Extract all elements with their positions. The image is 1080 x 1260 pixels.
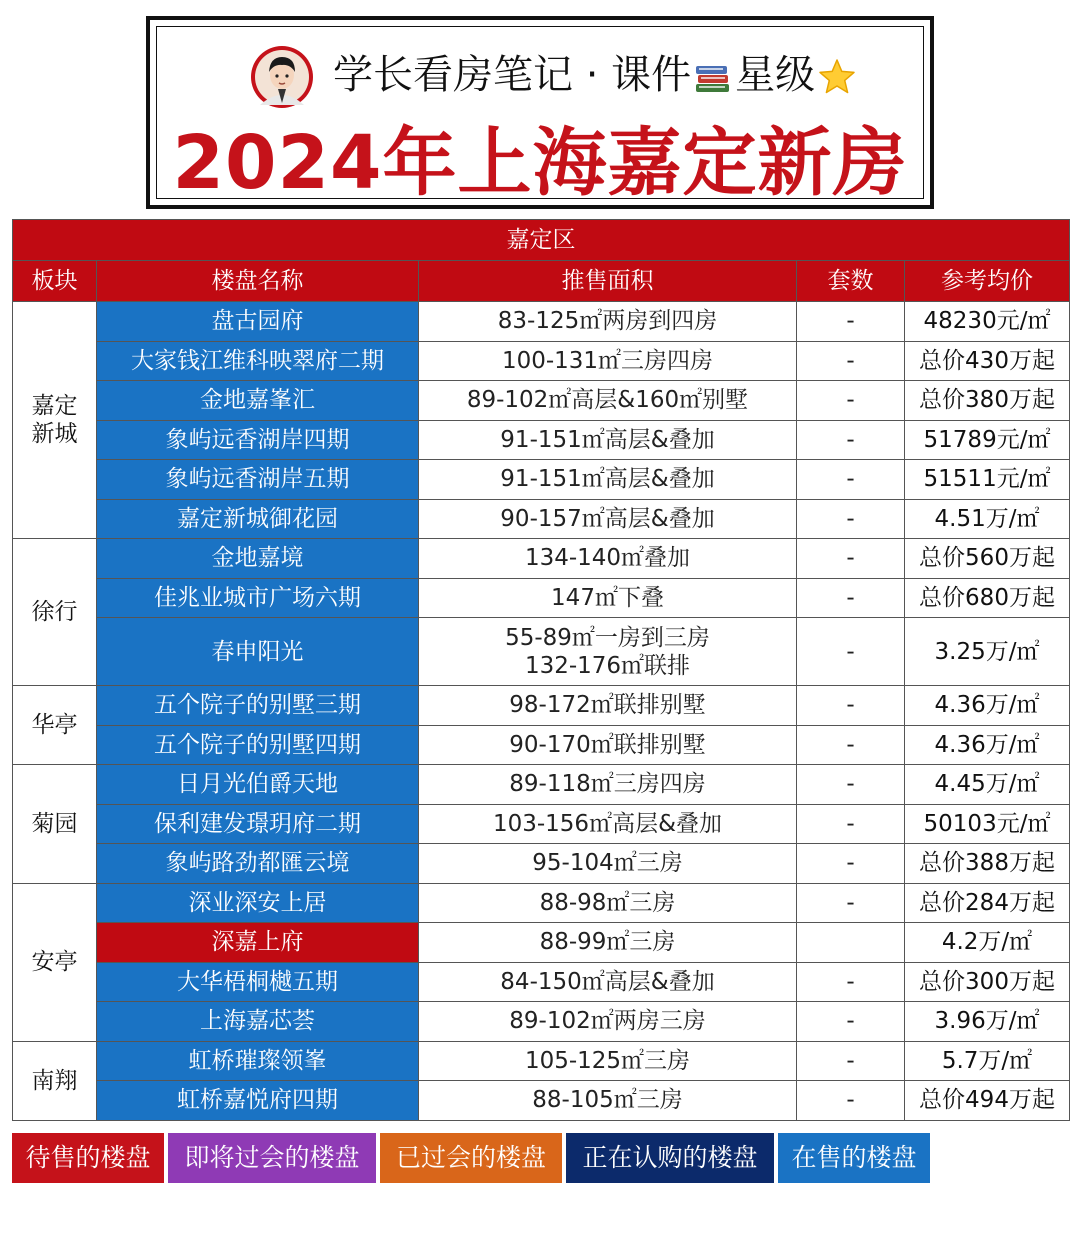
- project-name-cell: 五个院子的别墅三期: [97, 686, 419, 726]
- table-row: [13, 962, 1070, 1002]
- area-cell: 83-125㎡两房到四房: [419, 302, 797, 342]
- price-cell: 3.96万/㎡: [905, 1002, 1070, 1042]
- area-cell: 147㎡下叠: [419, 578, 797, 618]
- project-name-cell: 深业深安上居: [97, 883, 419, 923]
- table-row: [13, 539, 1070, 579]
- count-cell: -: [797, 618, 905, 686]
- count-cell: -: [797, 1081, 905, 1121]
- col-header-area: 推售面积: [419, 261, 797, 302]
- header-row: [13, 261, 1070, 302]
- area-cell: 98-172㎡联排别墅: [419, 686, 797, 726]
- legend-item: 即将过会的楼盘: [168, 1133, 376, 1183]
- project-name-cell: 金地嘉峯汇: [97, 381, 419, 421]
- price-cell: 51511元/㎡: [905, 460, 1070, 500]
- legend-item: 已过会的楼盘: [380, 1133, 562, 1183]
- subtitle-rating-text: 星级: [735, 52, 816, 98]
- col-header-name: 楼盘名称: [97, 261, 419, 302]
- table-row: [13, 1081, 1070, 1121]
- header-inner-frame: [156, 26, 924, 206]
- price-cell: 4.51万/㎡: [905, 499, 1070, 539]
- area-cell: 88-99㎡三房: [419, 923, 797, 963]
- price-cell: 总价430万起: [905, 341, 1070, 381]
- project-name-cell: 大家钱江维科映翠府二期: [97, 341, 419, 381]
- count-cell: -: [797, 804, 905, 844]
- block-cell: 南翔: [13, 1041, 97, 1120]
- project-name-cell: 虹桥嘉悦府四期: [97, 1081, 419, 1121]
- count-cell: -: [797, 499, 905, 539]
- block-cell: 华亭: [13, 686, 97, 765]
- table-row: [13, 804, 1070, 844]
- project-name-cell: 深嘉上府: [97, 923, 419, 963]
- price-cell: 总价300万起: [905, 962, 1070, 1002]
- area-cell: 105-125㎡三房: [419, 1041, 797, 1081]
- legend-item: 在售的楼盘: [778, 1133, 930, 1183]
- project-name-cell: 象屿远香湖岸五期: [97, 460, 419, 500]
- col-header-count: 套数: [797, 261, 905, 302]
- area-cell: 91-151㎡高层&叠加: [419, 460, 797, 500]
- project-name-cell: 盘古园府: [97, 302, 419, 342]
- count-cell: -: [797, 1002, 905, 1042]
- project-name-cell: 嘉定新城御花园: [97, 499, 419, 539]
- page-title: 2024年上海嘉定新房: [172, 120, 908, 206]
- count-cell: -: [797, 962, 905, 1002]
- area-cell: 89-118㎡三房四房: [419, 765, 797, 805]
- price-cell: 4.36万/㎡: [905, 686, 1070, 726]
- table-row: [13, 844, 1070, 884]
- table-row: [13, 1041, 1070, 1081]
- table-row: [13, 618, 1070, 686]
- count-cell: -: [797, 539, 905, 579]
- price-cell: 51789元/㎡: [905, 420, 1070, 460]
- table-row: [13, 1002, 1070, 1042]
- block-cell: 徐行: [13, 539, 97, 686]
- price-cell: 总价494万起: [905, 1081, 1070, 1121]
- count-cell: -: [797, 1041, 905, 1081]
- count-cell: -: [797, 883, 905, 923]
- area-cell: 88-98㎡三房: [419, 883, 797, 923]
- price-cell: 5.7万/㎡: [905, 1041, 1070, 1081]
- area-cell: 90-157㎡高层&叠加: [419, 499, 797, 539]
- price-cell: 总价680万起: [905, 578, 1070, 618]
- price-cell: 4.36万/㎡: [905, 725, 1070, 765]
- price-cell: 48230元/㎡: [905, 302, 1070, 342]
- avatar-icon: [250, 45, 314, 109]
- area-cell: 89-102㎡高层&160㎡别墅: [419, 381, 797, 421]
- project-name-cell: 保利建发璟玥府二期: [97, 804, 419, 844]
- table-row: [13, 765, 1070, 805]
- project-name-cell: 象屿路劲都匯云境: [97, 844, 419, 884]
- table-row: [13, 381, 1070, 421]
- count-cell: -: [797, 725, 905, 765]
- count-cell: [797, 923, 905, 963]
- project-name-cell: 上海嘉芯荟: [97, 1002, 419, 1042]
- area-cell: 89-102㎡两房三房: [419, 1002, 797, 1042]
- price-cell: 总价388万起: [905, 844, 1070, 884]
- table-row: [13, 341, 1070, 381]
- table-row: [13, 420, 1070, 460]
- area-cell: 88-105㎡三房: [419, 1081, 797, 1121]
- count-cell: -: [797, 686, 905, 726]
- price-cell: 总价560万起: [905, 539, 1070, 579]
- table-row: [13, 302, 1070, 342]
- legend-item: 待售的楼盘: [12, 1133, 164, 1183]
- area-cell: 134-140㎡叠加: [419, 539, 797, 579]
- count-cell: -: [797, 765, 905, 805]
- table-row: [13, 725, 1070, 765]
- district-label: 嘉定区: [13, 220, 1070, 261]
- subtitle: [333, 47, 859, 103]
- price-cell: 4.45万/㎡: [905, 765, 1070, 805]
- count-cell: -: [797, 302, 905, 342]
- project-name-cell: 象屿远香湖岸四期: [97, 420, 419, 460]
- price-cell: 4.2万/㎡: [905, 923, 1070, 963]
- table-row: [13, 460, 1070, 500]
- project-name-cell: 大华梧桐樾五期: [97, 962, 419, 1002]
- district-row: [13, 220, 1070, 261]
- block-cell: 嘉定 新城: [13, 302, 97, 539]
- price-cell: 3.25万/㎡: [905, 618, 1070, 686]
- count-cell: -: [797, 381, 905, 421]
- subtitle-text: 学长看房笔记 · 课件: [333, 52, 692, 98]
- area-cell: 95-104㎡三房: [419, 844, 797, 884]
- area-cell: 90-170㎡联排别墅: [419, 725, 797, 765]
- col-header-price: 参考均价: [905, 261, 1070, 302]
- table-row: [13, 883, 1070, 923]
- header-card: [146, 16, 934, 209]
- count-cell: -: [797, 341, 905, 381]
- count-cell: -: [797, 844, 905, 884]
- area-cell: 84-150㎡高层&叠加: [419, 962, 797, 1002]
- table-row: [13, 686, 1070, 726]
- price-cell: 50103元/㎡: [905, 804, 1070, 844]
- legend-item: 正在认购的楼盘: [566, 1133, 774, 1183]
- table-row: [13, 499, 1070, 539]
- project-name-cell: 五个院子的别墅四期: [97, 725, 419, 765]
- project-name-cell: 虹桥璀璨领峯: [97, 1041, 419, 1081]
- area-cell: 100-131㎡三房四房: [419, 341, 797, 381]
- area-cell: 103-156㎡高层&叠加: [419, 804, 797, 844]
- area-cell: 55-89㎡一房到三房 132-176㎡联排: [419, 618, 797, 686]
- table-row: [13, 923, 1070, 963]
- count-cell: -: [797, 460, 905, 500]
- block-cell: 菊园: [13, 765, 97, 884]
- listing-table-body: [13, 220, 1070, 1121]
- block-cell: 安亭: [13, 883, 97, 1041]
- project-name-cell: 佳兆业城市广场六期: [97, 578, 419, 618]
- table-row: [13, 578, 1070, 618]
- project-name-cell: 日月光伯爵天地: [97, 765, 419, 805]
- listing-table: [12, 219, 1070, 1121]
- price-cell: 总价380万起: [905, 381, 1070, 421]
- col-header-block: 板块: [13, 261, 97, 302]
- price-cell: 总价284万起: [905, 883, 1070, 923]
- area-cell: 91-151㎡高层&叠加: [419, 420, 797, 460]
- project-name-cell: 春申阳光: [97, 618, 419, 686]
- star-icon: [817, 57, 857, 97]
- books-icon: [693, 57, 733, 97]
- count-cell: -: [797, 578, 905, 618]
- count-cell: -: [797, 420, 905, 460]
- project-name-cell: 金地嘉境: [97, 539, 419, 579]
